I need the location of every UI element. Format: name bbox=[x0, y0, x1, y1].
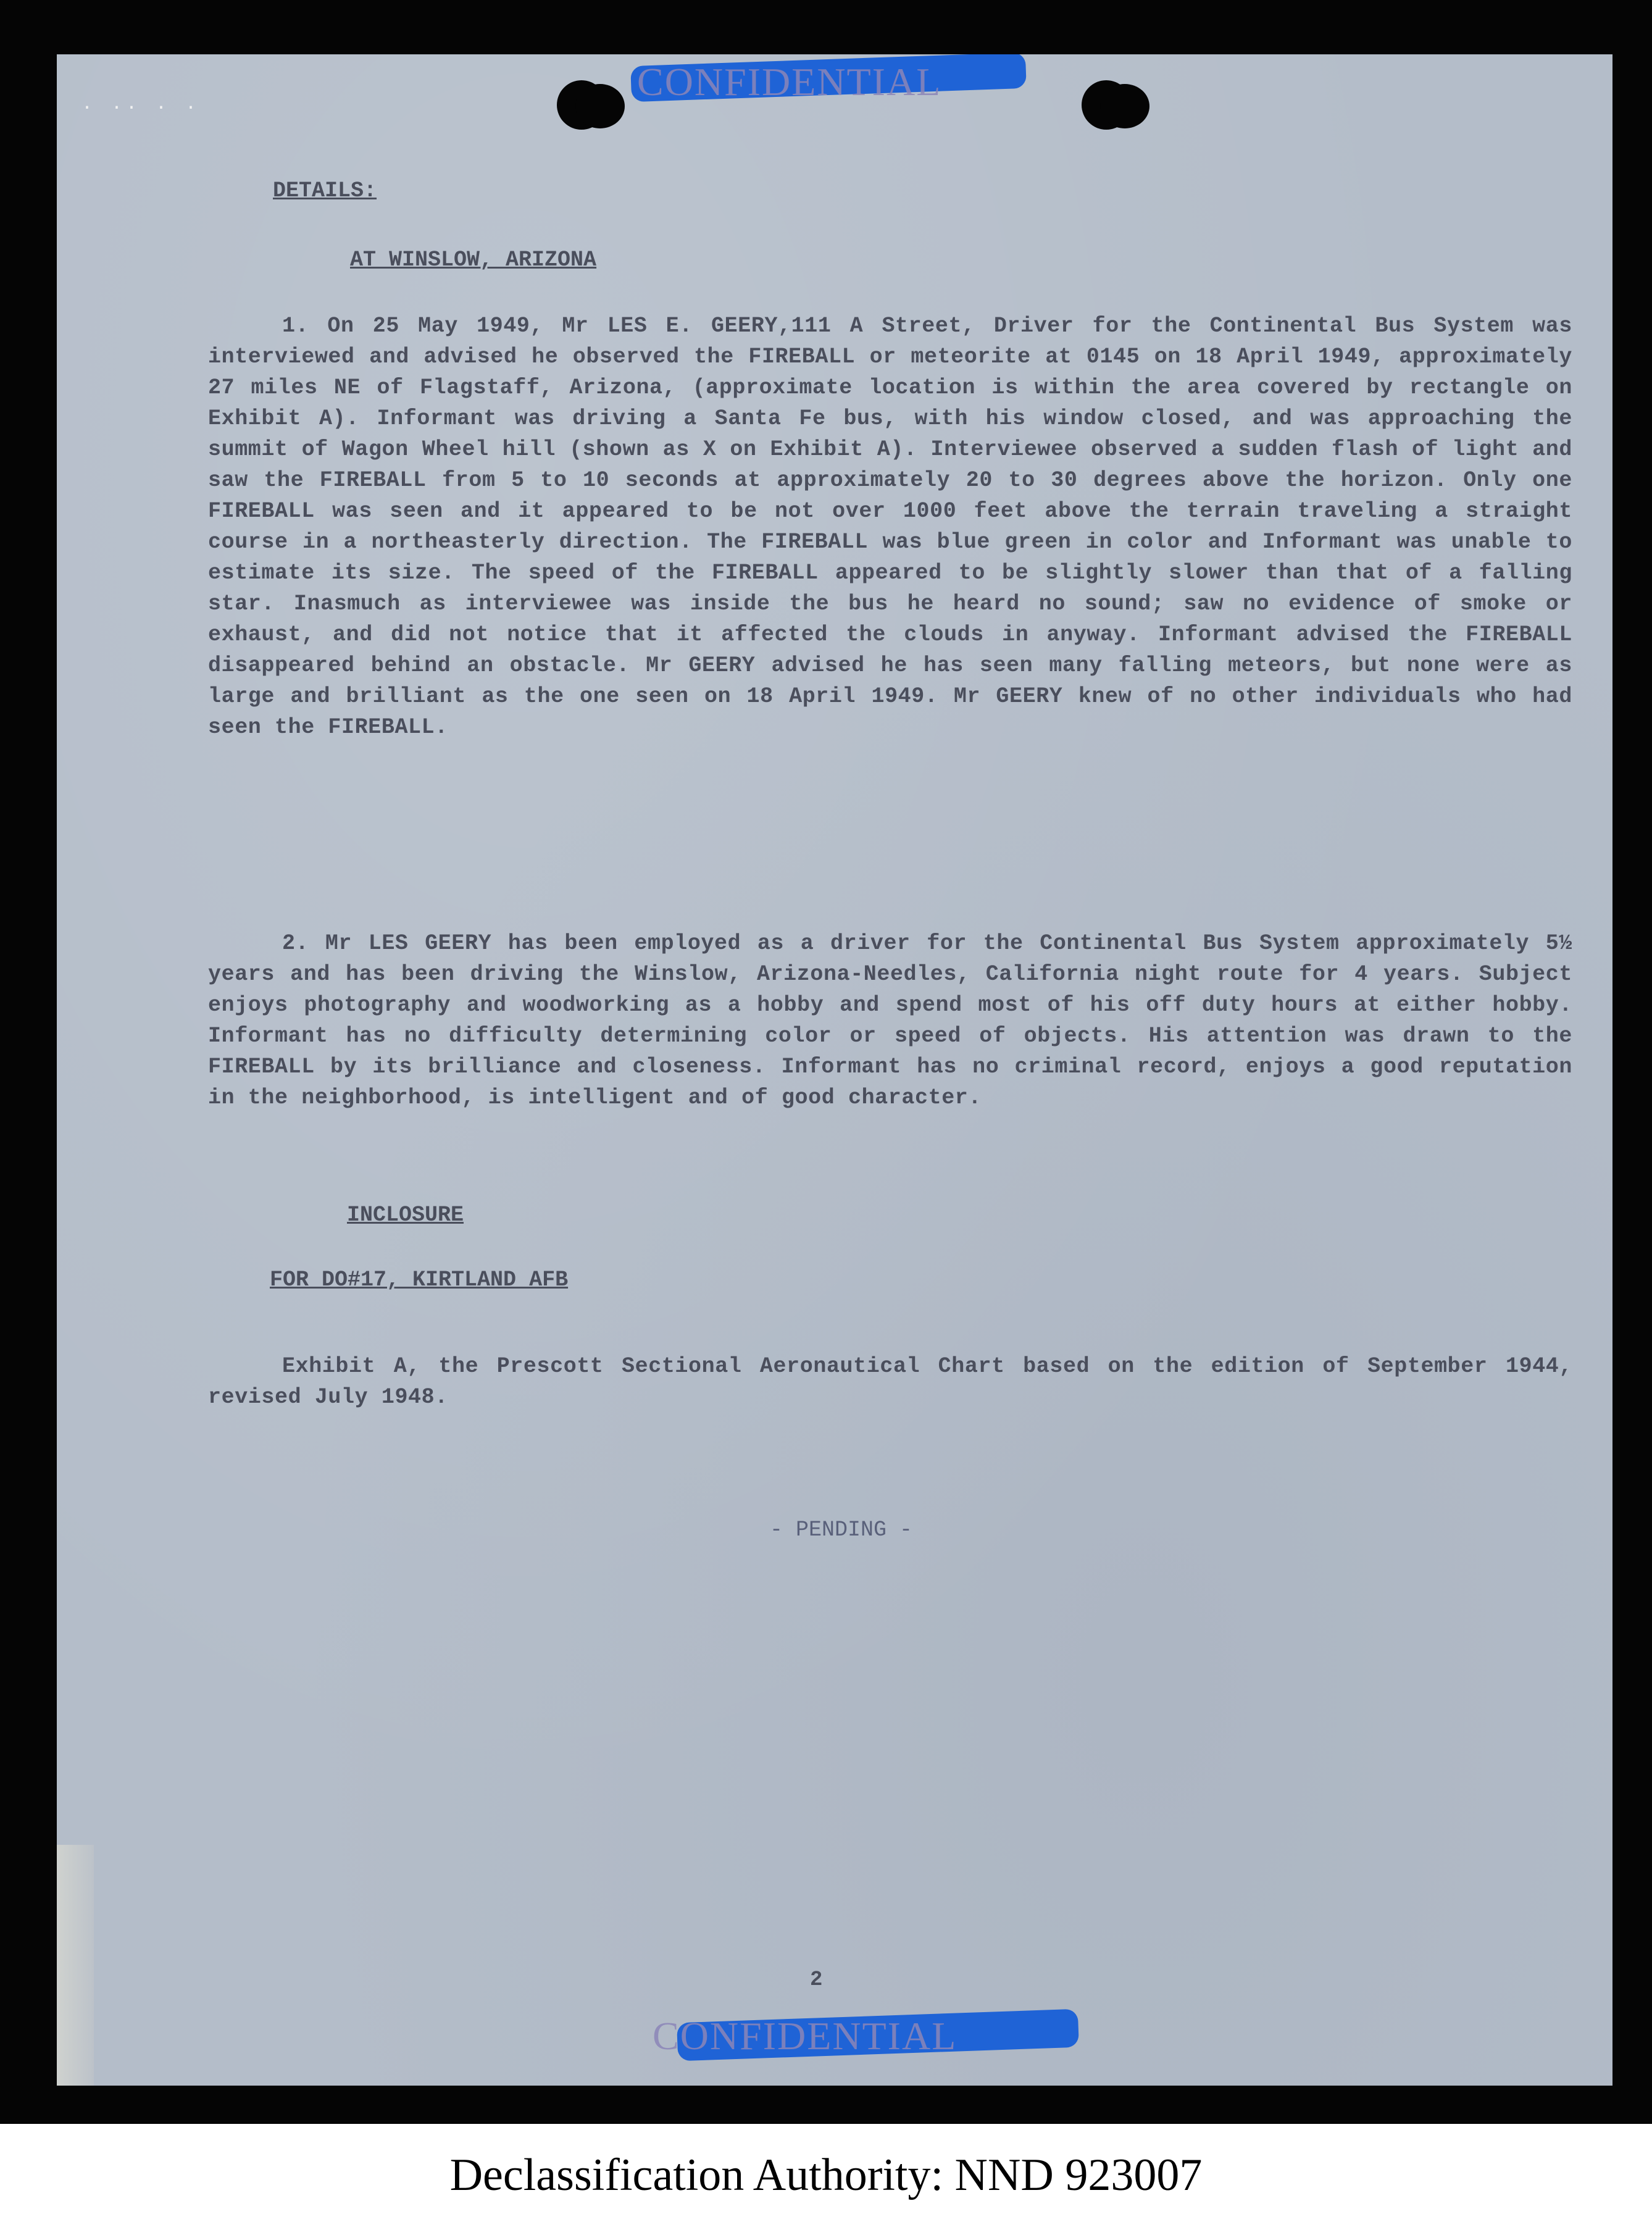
document-page bbox=[57, 54, 1612, 2086]
section-label: DETAILS: bbox=[273, 178, 377, 203]
status-pending: - PENDING - bbox=[770, 1518, 913, 1542]
top-confidential-stamp bbox=[594, 54, 1075, 110]
bottom-confidential-stamp bbox=[634, 2008, 1116, 2064]
inclosure-text: Exhibit A, the Prescott Sectional Aeronautical Chart based on the edition of September 1944, revised July 1948. bbox=[208, 1354, 1572, 1410]
location-heading: AT WINSLOW, ARIZONA bbox=[350, 248, 597, 272]
inclosure-heading: INCLOSURE bbox=[347, 1203, 464, 1227]
declassification-footer: Declassification Authority: NND 923007 bbox=[449, 2150, 1203, 2200]
confidential-stamp-text-top: CONFIDENTIAL bbox=[637, 60, 942, 104]
punch-hole-right bbox=[1082, 80, 1131, 130]
page-number: 2 bbox=[810, 1968, 823, 1992]
inclosure-for: FOR DO#17, KIRTLAND AFB bbox=[270, 1268, 569, 1292]
paragraph-2: 2. Mr LES GEERY has been employed as a driver for the Continental Bus System approximately 5½ years and has been driving the Winslow, Arizona-Needles, California night route for 4 years. Subject enjoys photography and woodworking as a hobby and spend most of his off duty hours at either hobby. Informant has no difficulty determining color or speed of objects. His attention was drawn to the FIREBALL by its brilliance and closeness. Informant has no criminal record, enjoys a good reputation in the neighborhood, is intelligent and of good character. bbox=[208, 931, 1572, 1110]
paper-specks: · ·· · · bbox=[81, 98, 201, 119]
paragraph-1: 1. On 25 May 1949, Mr LES E. GEERY,111 A Street, Driver for the Continental Bus System was interviewed and advised he observed the FIREBALL or meteorite at 0145 on 18 April 1949, approximately 27 miles NE of Flagstaff, Arizona, (approximate location is within the area covered by rectangle on Exhibit A). Informant was driving a Santa Fe bus, with his window closed, and was approaching the summit of Wagon Wheel hill (shown as X on Exhibit A). Interviewee observed a sudden flash of light and saw the FIREBALL from 5 to 10 seconds at approximately 20 to 30 degrees above the horizon. Only one FIREBALL was seen and it appeared to be not over 1000 feet above the terrain traveling a straight course in a northeasterly direction. The FIREBALL was blue green in color and Informant was unable to estimate its size. The speed of the FIREBALL appeared to be slightly slower than that of a falling star. Inasmuch as interviewee was inside the bus he heard no sound; saw no evidence of smoke or exhaust, and did not notice that it affected the clouds in anyway. Informant advised the FIREBALL disappeared behind an obstacle. Mr GEERY advised he has seen many falling meteors, but none were as large and brilliant as the one seen on 18 April 1949. Mr GEERY knew of no other individuals who had seen the FIREBALL. bbox=[208, 314, 1572, 740]
paper-edge-stain bbox=[57, 1845, 94, 2086]
confidential-stamp-text-bottom: CONFIDENTIAL bbox=[653, 2014, 957, 2058]
